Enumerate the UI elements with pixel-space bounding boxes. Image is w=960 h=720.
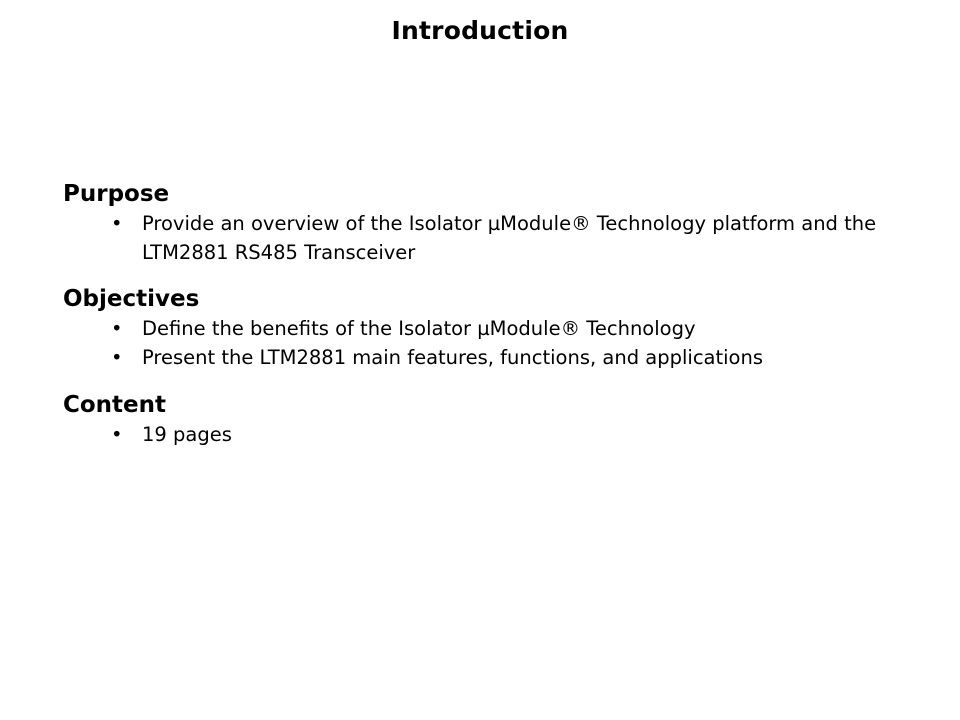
section-heading: Content: [63, 391, 167, 418]
list-item: [63, 210, 893, 267]
section-heading: Purpose: [63, 181, 170, 207]
bullet-list: [63, 315, 893, 372]
list-item-text: Define the benefits of the Isolator µModule® Technology: [142, 317, 696, 341]
section-purpose: [63, 180, 893, 267]
bullet-list: [63, 210, 893, 267]
list-item-text: Provide an overview of the Isolator µModule® Technology platform and the LTM2881 RS485 Transceiver: [142, 212, 877, 264]
page-title: Introduction: [391, 16, 569, 45]
list-item-text: 19 pages: [142, 422, 232, 446]
section-heading: Objectives: [63, 286, 200, 313]
bullet-icon: •: [111, 422, 123, 446]
bullet-icon: •: [111, 212, 123, 236]
list-item: [63, 421, 893, 450]
section-content: [63, 391, 893, 450]
list-item: [63, 344, 893, 373]
bullet-list: [63, 421, 893, 450]
list-item: [63, 315, 893, 344]
slide-body: [63, 180, 893, 449]
bullet-icon: •: [111, 317, 123, 341]
list-item-text: Present the LTM2881 main features, functions, and applications: [142, 346, 764, 370]
bullet-icon: •: [111, 346, 123, 370]
section-objectives: [63, 285, 893, 372]
